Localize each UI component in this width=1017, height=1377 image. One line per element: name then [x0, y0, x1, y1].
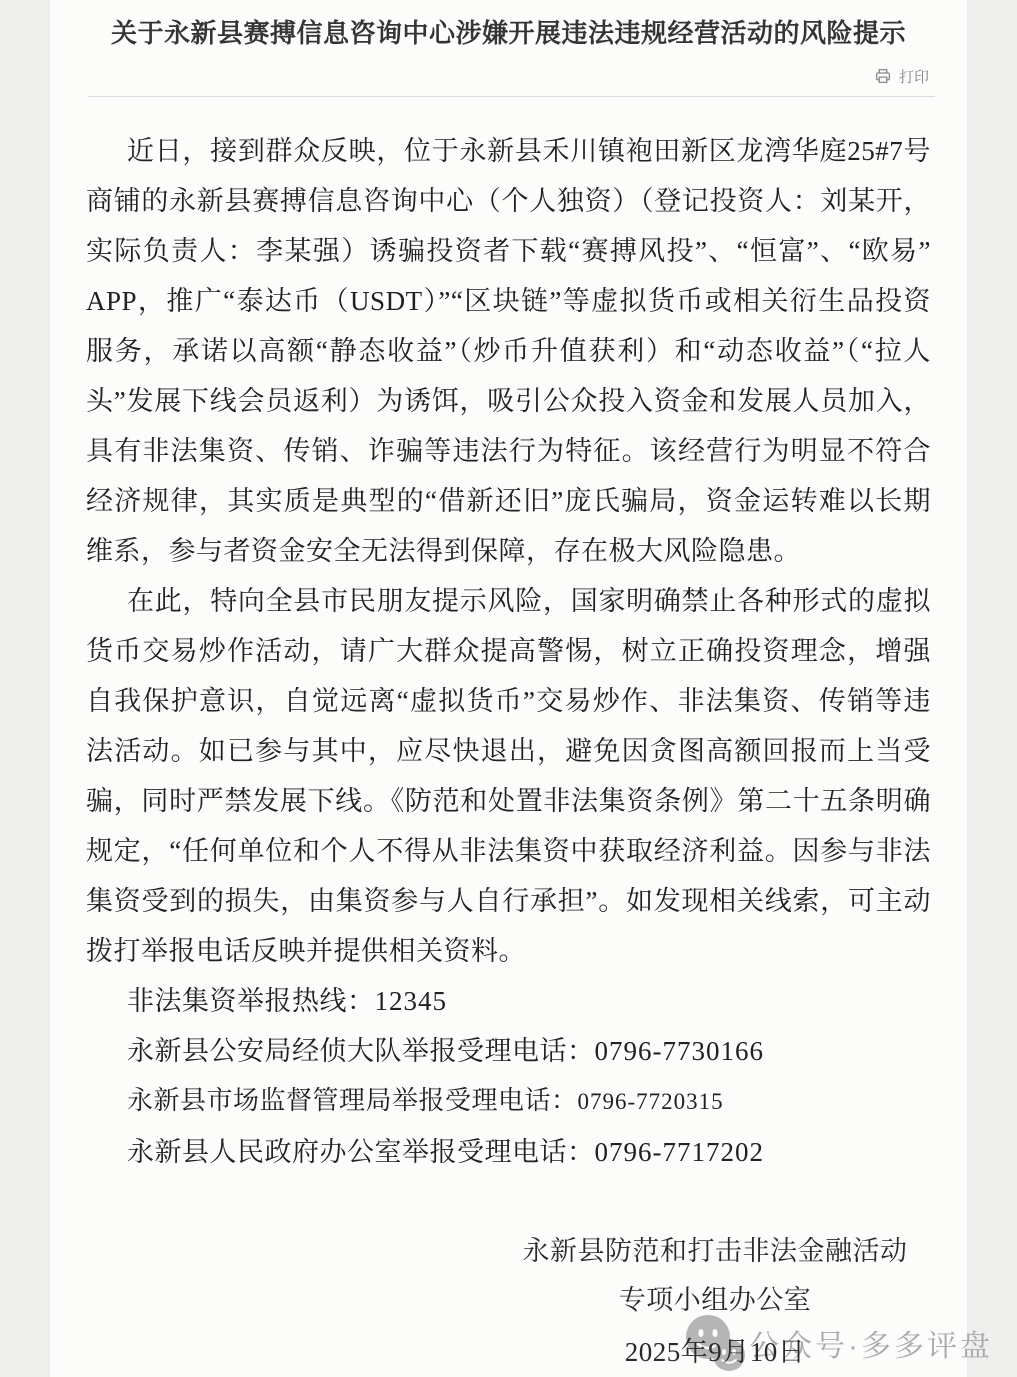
print-button-label: 打印 [898, 68, 929, 86]
notice-document [50, 0, 967, 1377]
watermark-text: 公众号·多多评盘 [749, 1330, 993, 1363]
paragraph-risk-description: 近日，接到群众反映，位于永新县禾川镇袍田新区龙湾华庭25#7号商铺的永新县赛搏信息咨询中心（个人独资）（登记投资人：刘某开，实际负责人：李某强）诱骗投资者下载“赛搏风投”、“恒富”、“欧易”APP，推广“泰达币（USDT）”“区块链”等虚拟货币或相关衍生品投资服务，承诺以高额“静态收益”（炒币升值获利）和“动态收益”（“拉人头”发展下线会员返利）为诱饵，吸引公众投入资金和发展人员加入，具有非法集资、传销、诈骗等违法行为特征。该经营行为明显不符合经济规律，其实质是典型的“借新还旧”庞氏骗局，资金运转难以长期维系，参与者资金安全无法得到保障，存在极大风险隐患。 [86, 136, 931, 566]
signature-date: 2025年9月10日 [624, 1337, 806, 1367]
hotline-number: 0796-7717202 [594, 1137, 764, 1167]
hotline-label: 永新县市场监督管理局举报受理电话： [127, 1086, 578, 1115]
paragraph-risk-warning: 在此，特向全县市民朋友提示风险，国家明确禁止各种形式的虚拟货币交易炒作活动，请广大群众提高警惕，树立正确投资理念，增强自我保护意识，自觉远离“虚拟货币”交易炒作、非法集资、传销等违法活动。如已参与其中，应尽快退出，避免因贪图高额回报而上当受骗，同时严禁发展下线。《防范和处置非法集资条例》第二十五条明确规定，“任何单位和个人不得从非法集资中获取经济利益。因参与非法集资受到的损失，由集资参与人自行承担”。如发现相关线索，可主动拨打举报电话反映并提供相关资料。 [86, 586, 931, 966]
notice-body [50, 97, 967, 1377]
signature-org-line2: 专项小组办公室 [618, 1285, 812, 1315]
hotline-label: 永新县人民政府办公室举报受理电话： [127, 1137, 595, 1167]
hotline-government-office [86, 1127, 931, 1177]
printer-icon [874, 67, 892, 85]
hotline-market-supervision [86, 1076, 931, 1127]
hotline-label: 永新县公安局经侦大队举报受理电话： [127, 1036, 595, 1066]
hotline-number: 0796-7720315 [577, 1089, 724, 1114]
hotline-number: 12345 [374, 986, 447, 1016]
hotline-public-security [86, 1026, 931, 1076]
hotline-number: 0796-7730166 [594, 1036, 764, 1066]
print-button[interactable] [50, 65, 967, 87]
page-title: 关于永新县赛搏信息咨询中心涉嫌开展违法违规经营活动的风险提示 [110, 18, 906, 48]
signature-org-line1: 永新县防范和打击非法金融活动 [522, 1236, 908, 1266]
hotline-illegal-fundraising [86, 976, 931, 1026]
hotline-label: 非法集资举报热线： [127, 986, 375, 1016]
signature-block [505, 1227, 925, 1377]
